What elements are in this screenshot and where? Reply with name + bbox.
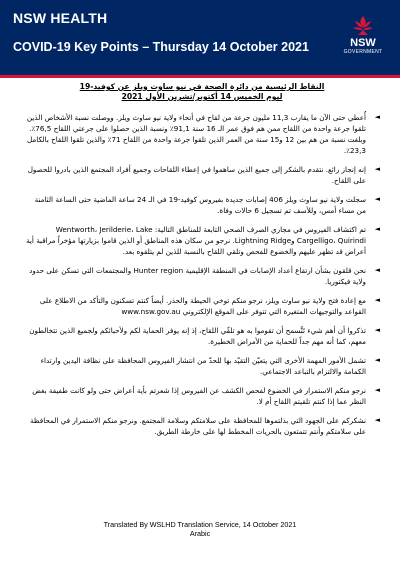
- key-points-list: [24, 112, 380, 437]
- key-point: [24, 385, 380, 407]
- key-point-text: نشكركم على الجهود التي بذلتموها للمحافظة على سلامتكم وسلامة المجتمع. ونرجو منكم الاستمرار في المحافظة على سلامتكم وأنتم تتمتعون بالحريات المخطط لها على خارطة الطريق.: [30, 416, 366, 436]
- key-point: [24, 164, 380, 186]
- key-point-text: إنه إنجاز رائع. نتقدم بالشكر إلى جميع الذين ساهموا في إعطاء اللقاحات وجميع أفراد المجتمع الذين بادروا للحصول على اللقاح.: [27, 165, 366, 185]
- key-point: [24, 265, 380, 287]
- key-point: [24, 355, 380, 377]
- bullet-arrow-icon: ◄: [374, 225, 380, 233]
- document-body: [24, 82, 380, 445]
- key-point: [24, 224, 380, 257]
- bullet-arrow-icon: ◄: [374, 386, 380, 394]
- bullet-arrow-icon: ◄: [374, 165, 380, 173]
- key-point: [24, 112, 380, 156]
- key-point: [24, 295, 380, 317]
- bullet-arrow-icon: ◄: [374, 356, 380, 364]
- header-banner: [0, 0, 400, 75]
- document-title-line-1: النقاط الرئيسية من دائرة الصحة في نيو ساوث ويلز عن كوفيد-19: [79, 82, 325, 91]
- document-title-line-2: ليوم الخميس 14 أكتوبر/تشرين الأول 2021: [121, 92, 283, 101]
- bullet-arrow-icon: ◄: [374, 266, 380, 274]
- key-point: [24, 325, 380, 347]
- bullet-arrow-icon: ◄: [374, 416, 380, 424]
- nsw-government-logo: [338, 14, 388, 70]
- header-title: NSW HEALTH: [13, 10, 108, 26]
- key-point: [24, 415, 380, 437]
- key-point-text: تذكروا أن أهم شيء تَتَّسمح أن تقوموا به هو تلقّي اللقاح، إذ إنه يوفر الحماية لكم ولأحبائكم ولجميع الذين تتخالطون معهم، كما أنه مهم جداً للحماية من الأمراض الخطيرة.: [29, 326, 366, 346]
- bullet-arrow-icon: ◄: [374, 113, 380, 121]
- translation-footer: [0, 520, 400, 538]
- key-point-text: أُعطي حتى الآن ما يقارب 11,3 مليون جرعة من لقاح في أنحاء ولاية نيو ساوث ويلز. ووصلت نسبة الأشخاص الذين تلقوا جرعة واحدة من اللقاح ممن هم فوق عمر الـ 16 سنة 91,1٪ ونسبة الذين حصلوا على جرعتي اللقاح 76,5٪. وبلغت نسبة من هم بين 12 و15 سنة من العمر الذين تلقوا جرعة واحدة من اللقاح 71٪ والذين تلقوا اللقاح بالكامل 23,3٪.: [26, 113, 366, 155]
- bullet-arrow-icon: ◄: [374, 195, 380, 203]
- logo-government: GOVERNMENT: [343, 49, 383, 55]
- header-subtitle: COVID-19 Key Points – Thursday 14 October 2021: [13, 40, 309, 54]
- waratah-icon: [350, 14, 376, 36]
- key-point-text: سجلت ولاية نيو ساوث ويلز 406 إصابات جديدة بفيروس كوفيد-19 في الـ 24 ساعة الماضية حتى الساعة الثامنة من مساء أمس، وللأسف تم تسجيل 6 حالات وفاة.: [34, 195, 366, 215]
- language-label: Arabic: [189, 529, 211, 538]
- translation-credit: Translated By WSLHD Translation Service, 14 October 2021: [103, 520, 297, 529]
- key-point-text: مع إعادة فتح ولاية نيو ساوث ويلز، نرجو منكم توخي الحيطة والحذر. أيضاً كنتم تسكنون والتأكد من الاطلاع على القواعد والتوجيهات المتغيرة التي تتوفر على الموقع الإلكتروني www.nsw.gov.au: [39, 296, 366, 316]
- bullet-arrow-icon: ◄: [374, 296, 380, 304]
- bullet-arrow-icon: ◄: [374, 326, 380, 334]
- key-point-text: نحن قلقون بشأن ارتفاع أعداد الإصابات في المنطقة الإقليمية Hunter region والمجتمعات التي تسكن على حدود ولاية فيكتوريا.: [29, 266, 366, 286]
- key-point-text: تم اكتشاف الفيروس في مجاري الصرف الصحي التابعة للمناطق التالية: Wentworth، Jerilderie، Lake Cargelligo، Quirindi وLightning Ridge. نرجو من سكان هذه المناطق أو الذين قاموا بزيارتها مؤخراً مراقبة أية أعراض قد تظهر عليهم والخضوع للفحص وتلقي اللقاح بالنسبة للذين لم يتلقوه بعد.: [26, 225, 366, 256]
- header-accent-line: [0, 75, 400, 78]
- key-point: [24, 194, 380, 216]
- key-point-text: تشمل الأمور المهمة الأخرى التي يتعيّن التقيّد بها للحدّ من انتشار الفيروس المحافظة على نظافة اليدين وارتداء الكمامة والالتزام بالتباعد الاجتماعي.: [40, 356, 366, 376]
- key-point-text: نرجو منكم الاستمرار في الخضوع لفحص الكشف عن الفيروس إذا شعرتم بأية أعراض حتى ولو كانت طفيفة بغض النظر عما إذا كنتم تلقيتم اللقاح أم لا.: [32, 386, 366, 406]
- logo-wordmark: NSW: [350, 37, 376, 49]
